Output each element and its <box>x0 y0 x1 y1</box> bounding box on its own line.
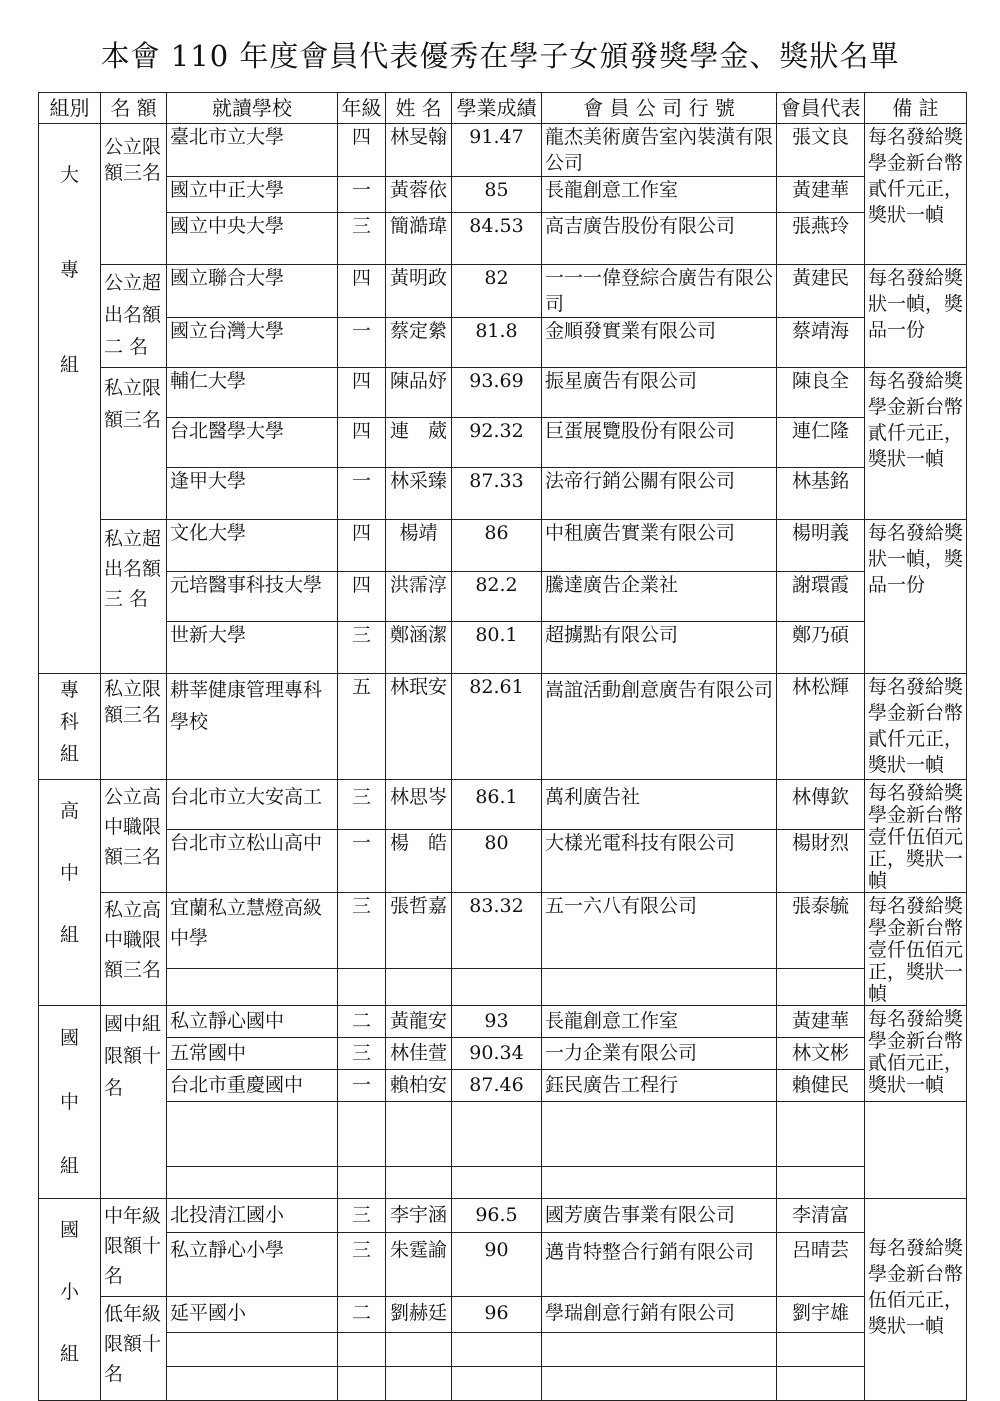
remark-cell: 每名發給獎狀一幀，獎品一份 <box>865 520 967 674</box>
student-name-cell: 陳品妤 <box>386 368 452 418</box>
grade-cell: 二 <box>338 1006 386 1038</box>
score-cell: 90 <box>452 1233 542 1297</box>
table-row <box>39 622 967 674</box>
header-company: 會 員 公 司 行 號 <box>542 93 777 124</box>
table-row <box>39 674 967 780</box>
representative-cell: 呂晴芸 <box>777 1233 865 1297</box>
remark-cell: 每名發給獎學金新台幣貳仟元正，獎狀一幀 <box>865 674 967 780</box>
representative-cell: 張文良 <box>777 124 865 177</box>
table-row <box>39 1006 967 1038</box>
company-cell: 國芳廣告事業有限公司 <box>542 1199 777 1233</box>
table-row <box>39 418 967 468</box>
header-group: 組別 <box>39 93 101 124</box>
header-name: 姓 名 <box>386 93 452 124</box>
representative-cell: 林基銘 <box>777 468 865 520</box>
table-row <box>39 468 967 520</box>
representative-cell: 陳良全 <box>777 368 865 418</box>
company-cell: 法帝行銷公關有限公司 <box>542 468 777 520</box>
score-cell: 92.32 <box>452 418 542 468</box>
company-cell: 長龍創意工作室 <box>542 1006 777 1038</box>
table-row <box>39 1233 967 1297</box>
company-cell: 大樣光電科技有限公司 <box>542 830 777 893</box>
student-name-cell: 朱霆諭 <box>386 1233 452 1297</box>
student-name-cell <box>386 968 452 1005</box>
grade-cell: 四 <box>338 520 386 572</box>
table-row <box>39 1167 967 1199</box>
company-cell <box>542 968 777 1005</box>
header-representative: 會員代表 <box>777 93 865 124</box>
score-cell: 86 <box>452 520 542 572</box>
school-cell <box>167 1102 338 1167</box>
score-cell <box>452 1167 542 1199</box>
grade-cell: 一 <box>338 177 386 213</box>
student-name-cell: 連 葳 <box>386 418 452 468</box>
student-name-cell: 楊靖 <box>386 520 452 572</box>
grade-cell <box>338 1367 386 1401</box>
school-cell <box>167 1167 338 1199</box>
header-school: 就讀學校 <box>167 93 338 124</box>
table-row <box>39 1367 967 1401</box>
school-cell: 五常國中 <box>167 1038 338 1070</box>
school-cell: 世新大學 <box>167 622 338 674</box>
table-row <box>39 265 967 318</box>
representative-cell: 劉宇雄 <box>777 1297 865 1333</box>
table-row <box>39 1333 967 1367</box>
grade-cell: 四 <box>338 265 386 318</box>
grade-cell: 四 <box>338 368 386 418</box>
representative-cell: 楊明義 <box>777 520 865 572</box>
score-cell <box>452 1333 542 1367</box>
school-cell: 文化大學 <box>167 520 338 572</box>
header-score: 學業成績 <box>452 93 542 124</box>
school-cell: 台北醫學大學 <box>167 418 338 468</box>
table-row <box>39 968 967 1005</box>
school-cell: 台北市立大安高工 <box>167 780 338 830</box>
student-name-cell: 黃明政 <box>386 265 452 318</box>
grade-cell <box>338 1333 386 1367</box>
grade-cell: 四 <box>338 572 386 622</box>
score-cell <box>452 968 542 1005</box>
table-row <box>39 893 967 969</box>
score-cell: 91.47 <box>452 124 542 177</box>
table-row <box>39 1297 967 1333</box>
document-title: 本會 110 年度會員代表優秀在學子女頒發獎學金、獎狀名單 <box>100 39 900 73</box>
representative-cell: 林傳欽 <box>777 780 865 830</box>
grade-cell: 三 <box>338 1233 386 1297</box>
score-cell: 87.46 <box>452 1070 542 1102</box>
representative-cell: 林文彬 <box>777 1038 865 1070</box>
company-cell: 長龍創意工作室 <box>542 177 777 213</box>
company-cell: 一一一偉登綜合廣告有限公司 <box>542 265 777 318</box>
school-cell: 台北市重慶國中 <box>167 1070 338 1102</box>
grade-cell <box>338 1102 386 1167</box>
score-cell <box>452 1102 542 1167</box>
student-name-cell: 洪霈淳 <box>386 572 452 622</box>
school-cell: 國立台灣大學 <box>167 318 338 368</box>
grade-cell <box>338 1167 386 1199</box>
score-cell: 82.61 <box>452 674 542 780</box>
school-cell <box>167 1367 338 1401</box>
representative-cell: 連仁隆 <box>777 418 865 468</box>
score-cell: 84.53 <box>452 213 542 265</box>
student-name-cell: 林旻翰 <box>386 124 452 177</box>
group-senior-high: 高中組 <box>39 780 101 1006</box>
header-remarks: 備 註 <box>865 93 967 124</box>
representative-cell: 鄭乃碩 <box>777 622 865 674</box>
representative-cell: 黃建華 <box>777 1006 865 1038</box>
company-cell <box>542 1333 777 1367</box>
company-cell: 中租廣告實業有限公司 <box>542 520 777 572</box>
header-quota: 名 額 <box>101 93 167 124</box>
table-row <box>39 318 967 368</box>
student-name-cell: 張哲嘉 <box>386 893 452 969</box>
company-cell: 振星廣告有限公司 <box>542 368 777 418</box>
grade-cell: 五 <box>338 674 386 780</box>
group-junior-high: 國中組 <box>39 1006 101 1199</box>
company-cell: 學瑞創意行銷有限公司 <box>542 1297 777 1333</box>
grade-cell: 三 <box>338 1199 386 1233</box>
student-name-cell: 劉赫廷 <box>386 1297 452 1333</box>
student-name-cell: 李宇涵 <box>386 1199 452 1233</box>
representative-cell <box>777 1333 865 1367</box>
company-cell: 金順發實業有限公司 <box>542 318 777 368</box>
group-elementary: 國小組 <box>39 1199 101 1401</box>
representative-cell: 蔡靖海 <box>777 318 865 368</box>
company-cell <box>542 1367 777 1401</box>
table-row <box>39 213 967 265</box>
remark-cell: 每名發給獎狀一幀，獎品一份 <box>865 265 967 368</box>
school-cell: 宜蘭私立慧燈高級中學 <box>167 893 338 969</box>
table-row <box>39 1070 967 1102</box>
table-row <box>39 830 967 893</box>
company-cell: 鈺民廣告工程行 <box>542 1070 777 1102</box>
representative-cell: 謝環霞 <box>777 572 865 622</box>
representative-cell: 張泰毓 <box>777 893 865 969</box>
grade-cell: 四 <box>338 418 386 468</box>
company-cell: 嵩誼活動創意廣告有限公司 <box>542 674 777 780</box>
quota-cell: 公立超出名額二 名 <box>101 265 167 368</box>
representative-cell <box>777 1102 865 1167</box>
quota-cell: 國中組限額十名 <box>101 1006 167 1199</box>
company-cell: 萬利廣告社 <box>542 780 777 830</box>
grade-cell: 二 <box>338 1297 386 1333</box>
quota-cell: 私立超出名額三 名 <box>101 520 167 674</box>
quota-cell: 公立高中職限額三名 <box>101 780 167 893</box>
student-name-cell <box>386 1367 452 1401</box>
score-cell: 81.8 <box>452 318 542 368</box>
student-name-cell: 林思岑 <box>386 780 452 830</box>
student-name-cell: 賴柏安 <box>386 1070 452 1102</box>
grade-cell: 四 <box>338 124 386 177</box>
student-name-cell: 林采臻 <box>386 468 452 520</box>
student-name-cell: 林佳萱 <box>386 1038 452 1070</box>
company-cell: 巨蛋展覽股份有限公司 <box>542 418 777 468</box>
company-cell <box>542 1102 777 1167</box>
student-name-cell: 林珉安 <box>386 674 452 780</box>
score-cell: 93 <box>452 1006 542 1038</box>
company-cell: 高吉廣告股份有限公司 <box>542 213 777 265</box>
grade-cell: 一 <box>338 830 386 893</box>
remark-cell: 每名發給獎學金新台幣伍佰元正，獎狀一幀 <box>865 1199 967 1401</box>
student-name-cell: 簡澔瑋 <box>386 213 452 265</box>
school-cell: 臺北市立大學 <box>167 124 338 177</box>
table-row <box>39 1102 967 1167</box>
table-header-row <box>39 93 967 124</box>
header-grade: 年級 <box>338 93 386 124</box>
score-cell: 96 <box>452 1297 542 1333</box>
table-row <box>39 124 967 177</box>
table-row <box>39 1038 967 1070</box>
award-roster-table <box>38 92 967 1401</box>
grade-cell: 三 <box>338 1038 386 1070</box>
score-cell <box>452 1367 542 1401</box>
representative-cell <box>777 968 865 1005</box>
score-cell: 82.2 <box>452 572 542 622</box>
representative-cell <box>777 1367 865 1401</box>
grade-cell: 三 <box>338 622 386 674</box>
school-cell: 元培醫事科技大學 <box>167 572 338 622</box>
table-row <box>39 1199 967 1233</box>
quota-cell: 私立高中職限額三名 <box>101 893 167 1006</box>
representative-cell: 黃建華 <box>777 177 865 213</box>
student-name-cell: 蔡定縈 <box>386 318 452 368</box>
score-cell: 93.69 <box>452 368 542 418</box>
company-cell: 五一六八有限公司 <box>542 893 777 969</box>
quota-cell: 私立限額三名 <box>101 368 167 520</box>
student-name-cell <box>386 1102 452 1167</box>
student-name-cell: 鄭涵潔 <box>386 622 452 674</box>
company-cell: 邁肯特整合行銷有限公司 <box>542 1233 777 1297</box>
school-cell: 台北市立松山高中 <box>167 830 338 893</box>
score-cell: 85 <box>452 177 542 213</box>
representative-cell: 黃建民 <box>777 265 865 318</box>
student-name-cell <box>386 1167 452 1199</box>
table-row <box>39 572 967 622</box>
table-row <box>39 520 967 572</box>
score-cell: 96.5 <box>452 1199 542 1233</box>
school-cell: 北投清江國小 <box>167 1199 338 1233</box>
score-cell: 87.33 <box>452 468 542 520</box>
score-cell: 80.1 <box>452 622 542 674</box>
score-cell: 82 <box>452 265 542 318</box>
remark-cell: 每名發給獎學金新台幣壹仟伍佰元正，獎狀一幀 <box>865 893 967 1006</box>
quota-cell: 中年級限額十名 <box>101 1199 167 1297</box>
grade-cell: 一 <box>338 318 386 368</box>
representative-cell <box>777 1167 865 1199</box>
school-cell: 私立靜心小學 <box>167 1233 338 1297</box>
school-cell: 國立中正大學 <box>167 177 338 213</box>
remark-cell: 每名發給獎學金新台幣貳佰元正，獎狀一幀 <box>865 1006 967 1102</box>
school-cell: 逢甲大學 <box>167 468 338 520</box>
table-row <box>39 780 967 830</box>
representative-cell: 林松輝 <box>777 674 865 780</box>
score-cell: 86.1 <box>452 780 542 830</box>
representative-cell: 張燕玲 <box>777 213 865 265</box>
student-name-cell: 楊 皓 <box>386 830 452 893</box>
grade-cell: 一 <box>338 468 386 520</box>
school-cell: 國立中央大學 <box>167 213 338 265</box>
company-cell <box>542 1167 777 1199</box>
remark-cell: 每名發給獎學金新台幣貳仟元正，獎狀一幀 <box>865 124 967 265</box>
company-cell: 騰達廣告企業社 <box>542 572 777 622</box>
school-cell: 輔仁大學 <box>167 368 338 418</box>
group-junior-college: 專科組 <box>39 674 101 780</box>
remark-cell <box>865 1102 967 1199</box>
student-name-cell: 黃龍安 <box>386 1006 452 1038</box>
company-cell: 超擄點有限公司 <box>542 622 777 674</box>
grade-cell: 三 <box>338 213 386 265</box>
student-name-cell <box>386 1333 452 1367</box>
quota-cell: 低年級限額十名 <box>101 1297 167 1401</box>
school-cell: 耕莘健康管理專科學校 <box>167 674 338 780</box>
grade-cell <box>338 968 386 1005</box>
grade-cell: 三 <box>338 893 386 969</box>
quota-cell: 公立限額三名 <box>101 124 167 265</box>
school-cell <box>167 968 338 1005</box>
grade-cell: 一 <box>338 1070 386 1102</box>
school-cell <box>167 1333 338 1367</box>
grade-cell: 三 <box>338 780 386 830</box>
school-cell: 私立靜心國中 <box>167 1006 338 1038</box>
company-cell: 龍杰美術廣告室內裝潢有限公司 <box>542 124 777 177</box>
company-cell: 一力企業有限公司 <box>542 1038 777 1070</box>
representative-cell: 楊財烈 <box>777 830 865 893</box>
representative-cell: 賴健民 <box>777 1070 865 1102</box>
table-row <box>39 368 967 418</box>
representative-cell: 李清富 <box>777 1199 865 1233</box>
school-cell: 延平國小 <box>167 1297 338 1333</box>
table-row <box>39 177 967 213</box>
score-cell: 80 <box>452 830 542 893</box>
quota-cell: 私立限額三名 <box>101 674 167 780</box>
school-cell: 國立聯合大學 <box>167 265 338 318</box>
remark-cell: 每名發給獎學金新台幣貳仟元正，獎狀一幀 <box>865 368 967 520</box>
remark-cell: 每名發給獎學金新台幣壹仟伍佰元正，獎狀一幀 <box>865 780 967 893</box>
score-cell: 83.32 <box>452 893 542 969</box>
score-cell: 90.34 <box>452 1038 542 1070</box>
group-college: 大專組 <box>39 124 101 674</box>
student-name-cell: 黃蓉依 <box>386 177 452 213</box>
